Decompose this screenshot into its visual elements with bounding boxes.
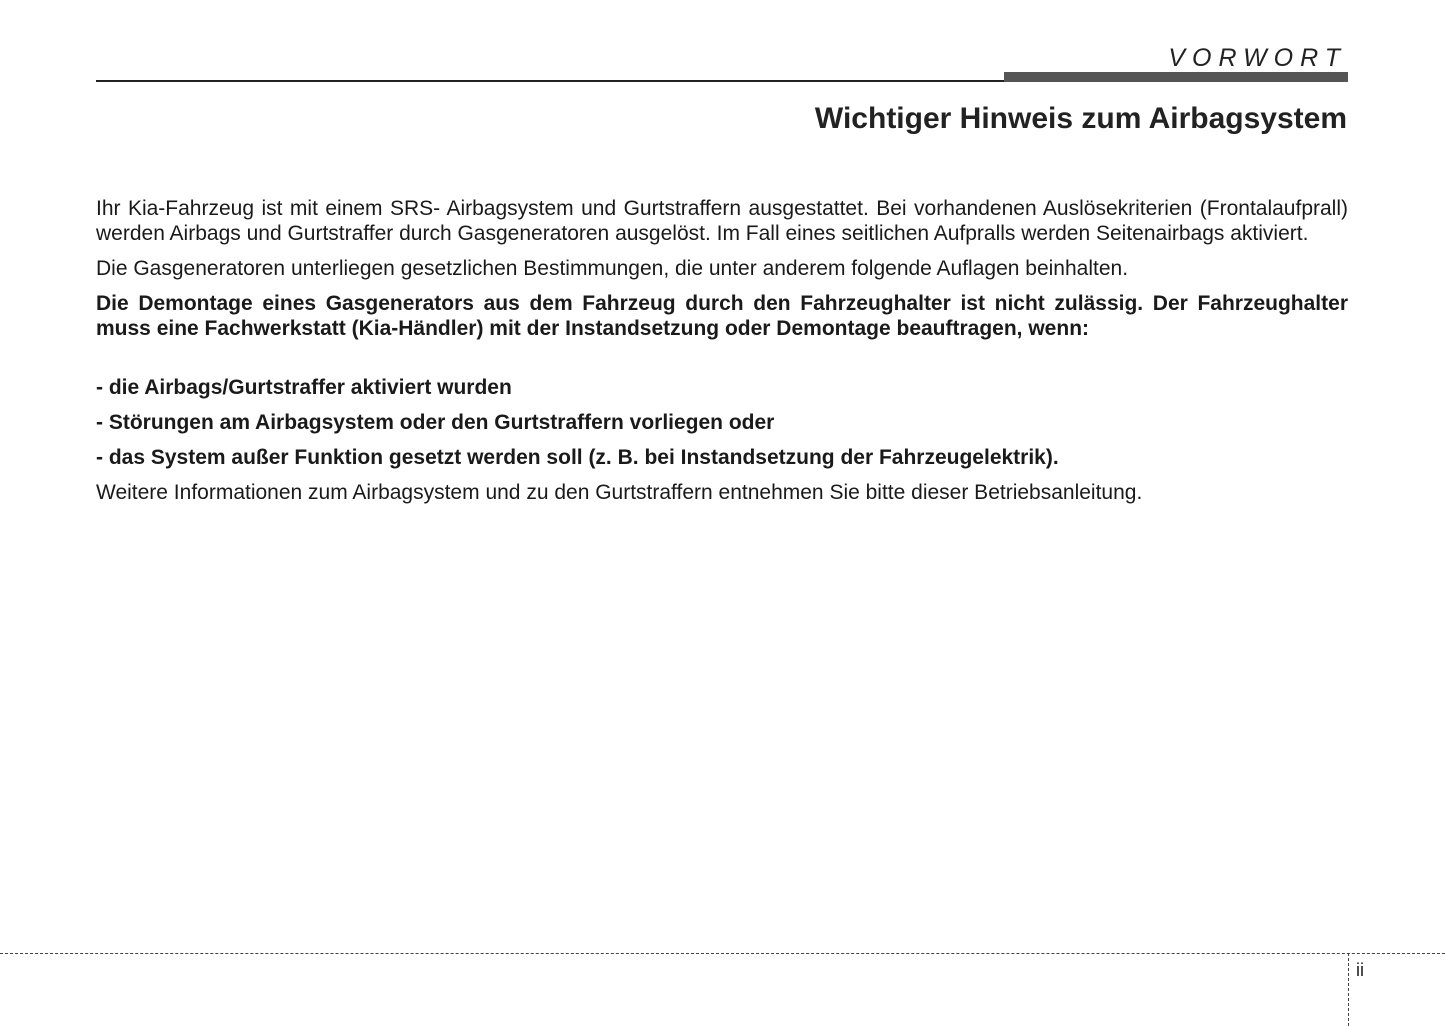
section-label: VORWORT [1168, 44, 1347, 72]
header-rule-thick [1004, 72, 1348, 82]
page-title: Wichtiger Hinweis zum Airbagsystem [814, 102, 1347, 135]
page-number: ii [1356, 960, 1364, 980]
intro-paragraph: Ihr Kia-Fahrzeug ist mit einem SRS- Airbagsystem und Gurtstraffern ausgestattet. Bei vorhandenen Auslösekriterien (Frontalaufprall) werden Airbags und Gurtstraffer durch Gasgeneratoren ausgelöst. Im Fall eines seitlichen Aufpralls werden Seitenairbags aktiviert. [96, 197, 1348, 245]
list-item: - Störungen am Airbagsystem oder den Gurtstraffern vorliegen oder [96, 411, 775, 434]
condition-list [96, 375, 1348, 470]
footer-dashed-line [0, 953, 1445, 954]
list-item: - die Airbags/Gurtstraffer aktiviert wurden [96, 376, 512, 399]
list-item: - das System außer Funktion gesetzt werden soll (z. B. bei Instandsetzung der Fahrzeugelektrik). [96, 446, 1059, 469]
content [96, 196, 1348, 515]
header-rule-thin [96, 80, 1006, 82]
footer-dashed-divider [1348, 953, 1349, 1026]
info-paragraph: Weitere Informationen zum Airbagsystem und zu den Gurtstraffern entnehmen Sie bitte dieser Betriebsanleitung. [96, 481, 1143, 504]
warning-paragraph: Die Demontage eines Gasgenerators aus dem Fahrzeug durch den Fahrzeughalter ist nicht zulässig. Der Fahrzeughalter muss eine Fachwerkstatt (Kia-Händler) mit der Instandsetzung oder Demontage beauftragen, wenn: [96, 292, 1348, 340]
regulation-paragraph: Die Gasgeneratoren unterliegen gesetzlichen Bestimmungen, die unter anderem folgende Auflagen beinhalten. [96, 257, 1129, 280]
